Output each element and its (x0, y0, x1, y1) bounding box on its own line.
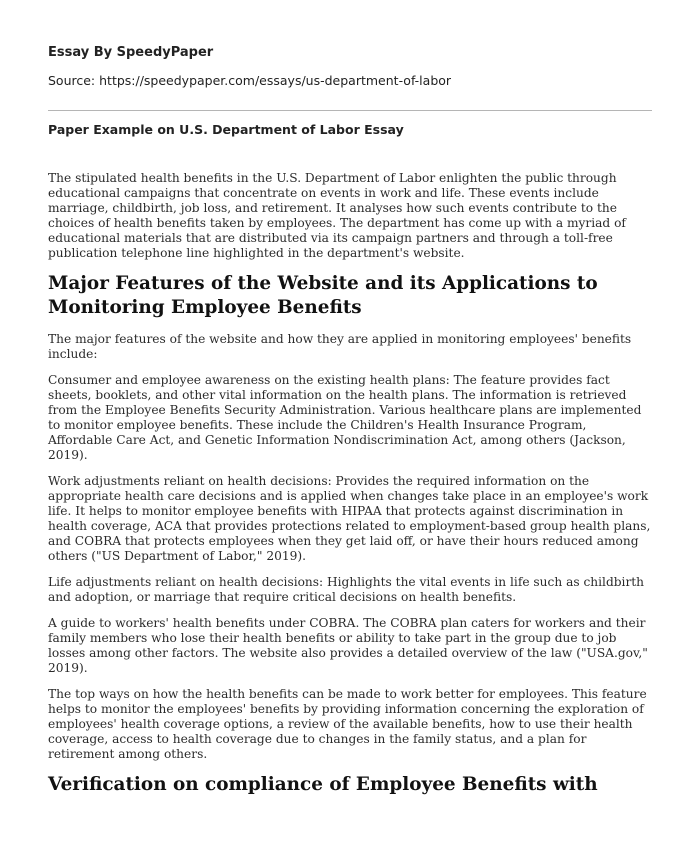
section-heading: Major Features of the Website and its Applications to Monitoring Employee Benefits (48, 273, 598, 318)
body-paragraph: The top ways on how the health benefits can be made to work better for employees. This feature helps to monitor the employees' benefits by providing information concerning the exploration of employees' health coverage options, a review of the available benefits, how to use their health coverage, access to health coverage due to changes in the family status, and a plan for retirement among others. (48, 687, 647, 761)
body-paragraph: Work adjustments reliant on health decisions: Provides the required information on the appropriate health care decisions and is applied when changes take place in an employee's work life. It helps to monitor employee benefits with HIPAA that protects against discrimination in health coverage, ACA that provides protections related to employment-based group health plans, and COBRA that protects employees when they get laid off, or have their hours reduced among others ("US Department of Labor," 2019). (48, 474, 651, 563)
body-paragraph: The major features of the website and how they are applied in monitoring employees' benefits include: (48, 332, 632, 361)
header-divider (48, 110, 652, 111)
paper-title: Paper Example on U.S. Department of Labor Essay (48, 122, 404, 137)
intro-paragraph: The stipulated health benefits in the U.S. Department of Labor enlighten the public through educational campaigns that concentrate on events in work and life. These events include marriage, childbirth, job loss, and retirement. It analyses how such events contribute to the choices of health benefits taken by employees. The department has come up with a myriad of educational materials that are distributed via its campaign partners and through a toll-free publication telephone line highlighted in the department's website. (48, 171, 626, 260)
body-paragraph: Life adjustments reliant on health decisions: Highlights the vital events in life such as childbirth and adoption, or marriage that require critical decisions on health benefits. (48, 575, 645, 604)
source-link[interactable]: Source: https://speedypaper.com/essays/us-department-of-labor (48, 73, 452, 88)
body-paragraph: Consumer and employee awareness on the existing health plans: The feature provides fact sheets, booklets, and other vital information on the health plans. The information is retrieved from the Employee Benefits Security Administration. Various healthcare plans are implemented to monitor employee benefits. These include the Children's Health Insurance Program, Affordable Care Act, and Genetic Information Nondiscrimination Act, among others (Jackson, 2019). (48, 373, 642, 462)
essay-source-title: Essay By SpeedyPaper (48, 45, 214, 60)
essay-body (48, 171, 652, 809)
body-paragraph: A guide to workers' health benefits under COBRA. The COBRA plan caters for workers and their family members who lose their health benefits or ability to take part in the group due to job losses among other factors. The website also provides a detailed overview of the law ("USA.gov," 2019). (48, 616, 648, 675)
section-heading: Verification on compliance of Employee Benefits with (48, 774, 598, 795)
